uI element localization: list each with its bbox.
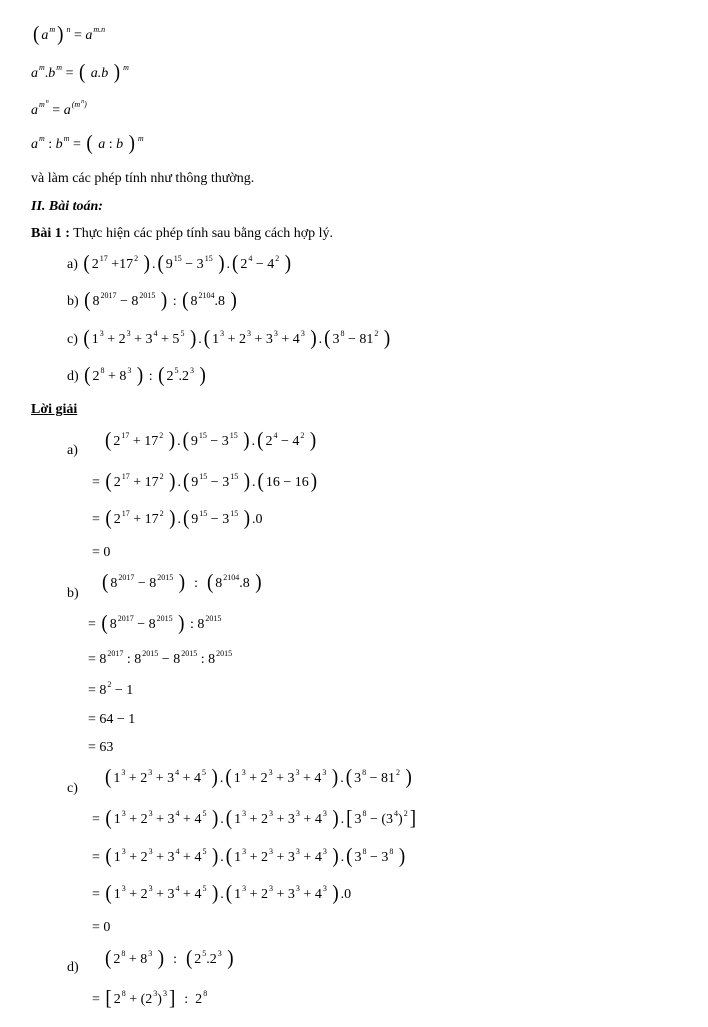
problem-d: d) ( $2^8 + 8^3$ ) : ( $2^5.2^3$ ) <box>67 363 206 388</box>
solution-b-line3: = $8^{2017}$ : $8^{2015} - 8^{2015}$ : $8^{2015}$ <box>88 649 233 667</box>
solution-d-line2: = [ $2^8 + (2^3)^3$ ] : $2^8$ <box>92 986 208 1011</box>
solution-c-label: c) <box>67 781 78 796</box>
continuation-text: và làm các phép tính như thông thường. <box>31 171 255 186</box>
solution-a-line2: = ( $2^{17} + 17^2$ ) . ( $9^{15} - 3^{15}$ ) . ( 16 − 16 ) <box>92 469 318 494</box>
solution-c-result: = 0 <box>92 920 111 935</box>
formula-quotient-power: $a^m$ : $b^m$ = ( a : b ) $^m$ <box>31 131 144 156</box>
solution-b-line2: = ( $8^{2017} - 8^{2015}$ ) : $8^{2015}$ <box>88 611 222 636</box>
problem-text: Thực hiện các phép tính sau bằng cách hợp lý. <box>73 226 334 241</box>
solution-d-label: d) <box>67 960 79 975</box>
solution-a-result: = 0 <box>92 545 111 560</box>
problem-c: c) ( $1^3 + 2^3 + 3^4 + 5^5$ ) . ( $1^3 + 2^3 + 3^3 + 4^3$ ) . ( $3^8 - 81^2$ ) <box>67 326 391 351</box>
problem-b: b) ( $8^{2017} - 8^{2015}$ ) : ( $8^{2104}.8$ ) <box>67 288 237 313</box>
solution-b-result: = 63 <box>88 740 114 755</box>
solution-b-line5: = 64 − 1 <box>88 712 136 727</box>
formula-power-of-power: ( $a^m$ ) $^n = a^{m.n}$ <box>33 22 106 47</box>
formula-product-power: $a^m.b^m$ = ( a.b ) $^m$ <box>31 60 129 85</box>
solution-c-line4: = ( $1^3 + 2^3 + 3^4 + 4^5$ ) . ( $1^3 + 2^3 + 3^3 + 4^3$ ) .0 <box>92 881 352 906</box>
solution-a-label: a) <box>67 443 78 458</box>
solution-heading: Lời giải <box>31 402 78 417</box>
formula-tower-power: $a^{m^n} = a^{(m^n)}$ <box>31 99 87 118</box>
solution-b-line1: ( $8^{2017} - 8^{2015}$ ) : ( $8^{2104}.8$ ) <box>102 570 262 595</box>
solution-a-line1: ( $2^{17} + 17^2$ ) . ( $9^{15} - 3^{15}$ ) . ( $2^4 - 4^2$ ) <box>105 428 317 453</box>
solution-c-line2: = ( $1^3 + 2^3 + 3^4 + 4^5$ ) . ( $1^3 + 2^3 + 3^3 + 4^3$ ) . [ $3^8 - (3^4)^2$ ] <box>92 806 417 831</box>
problem-statement <box>31 224 333 244</box>
solution-b-label: b) <box>67 586 79 601</box>
solution-c-line3: = ( $1^3 + 2^3 + 3^4 + 4^5$ ) . ( $1^3 + 2^3 + 3^3 + 4^3$ ) . ( $3^8 - 3^8$ ) <box>92 844 406 869</box>
problem-label: Bài 1 : <box>31 226 70 241</box>
solution-a-line3: = ( $2^{17} + 17^2$ ) . ( $9^{15} - 3^{15}$ ) .0 <box>92 506 263 531</box>
solution-c-line1: ( $1^3 + 2^3 + 3^4 + 4^5$ ) . ( $1^3 + 2^3 + 3^3 + 4^3$ ) . ( $3^8 - 81^2$ ) <box>105 765 412 790</box>
section-title: II. Bài toán: <box>31 199 103 214</box>
solution-b-line4: = $8^2 - 1$ <box>88 680 134 698</box>
solution-d-line1: ( $2^8 + 8^3$ ) : ( $2^5.2^3$ ) <box>105 946 234 971</box>
problem-a: a) ( $2^{17} +17^2$ ) . ( $9^{15} - 3^{15}$ ) . ( $2^4 - 4^2$ ) <box>67 251 292 276</box>
